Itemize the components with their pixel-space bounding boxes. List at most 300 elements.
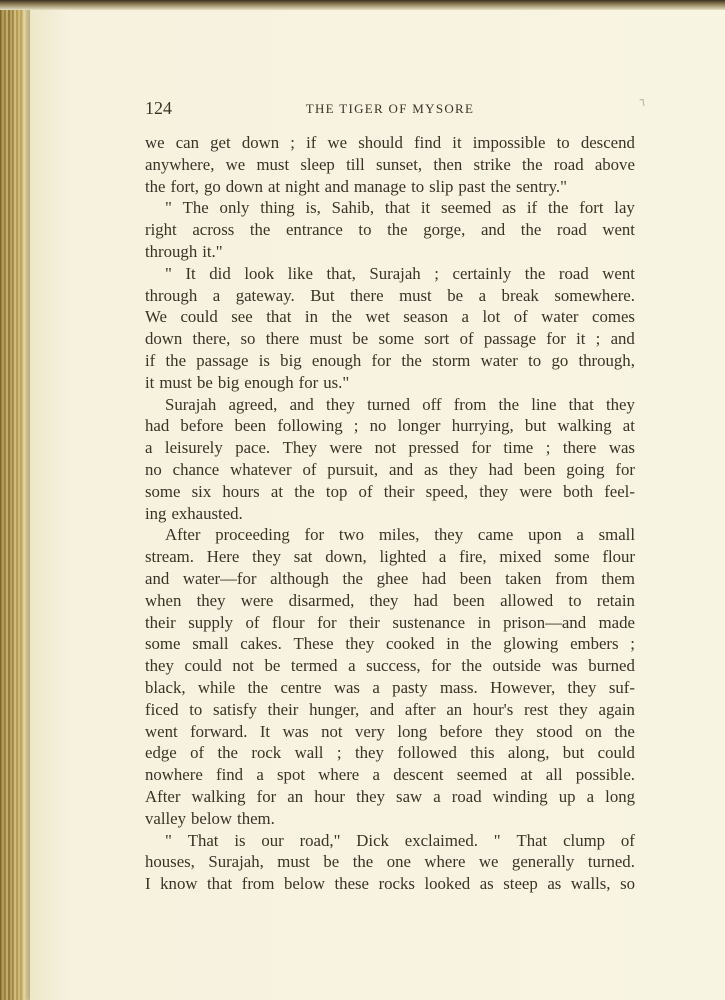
word: " [493,830,501,850]
word: the [520,220,542,240]
word: ; [630,634,635,654]
text-line [145,263,635,285]
word: for [471,438,491,458]
text-line [145,372,635,394]
word: line [531,394,557,414]
word: strike [473,154,511,174]
word: top [325,481,348,501]
word: not [374,438,397,458]
word: right [145,220,177,240]
word: to [556,133,570,152]
text-line [145,459,635,481]
word: their [383,481,415,501]
word: they [369,590,399,610]
word: a [478,285,487,305]
text-line [145,503,635,525]
word: That [516,830,548,850]
word: sleep [300,154,335,174]
word: for [546,329,566,349]
word: again [598,699,635,719]
word: Dick [356,830,389,850]
text-line [145,742,635,764]
word: while [197,677,236,697]
word: they [434,525,464,545]
word: before [439,721,483,741]
word: houses, [145,852,195,872]
text-line [145,677,635,699]
word: winding [492,786,548,806]
word: go [551,350,569,370]
word: the [145,176,166,196]
text-line [145,633,635,655]
word: ; [595,329,601,349]
word: After [165,525,201,545]
word: outside [492,656,541,676]
word: the [249,220,271,240]
text-line [145,590,635,612]
word: be [352,329,369,349]
text-line [145,241,635,263]
word: only [219,198,250,218]
word: at [520,765,533,785]
text-line [145,306,635,328]
word: it [145,372,155,392]
word: walls, [570,874,611,894]
word: were [240,590,274,610]
word: termed [290,656,338,676]
word: our [261,830,284,850]
word: road [558,263,589,283]
word: After [145,786,181,806]
word: through, [578,350,635,370]
word: gorge, [423,220,466,240]
word: wall [294,743,324,763]
word: us." [323,372,350,392]
word: flour [271,612,305,632]
word: did [209,263,231,283]
word: the [490,176,511,196]
word: ; [336,743,342,763]
word: " [165,830,172,850]
word: there [265,329,300,349]
word: was [333,677,360,697]
word: they [354,743,384,763]
word: was [551,656,578,676]
text-line [145,415,635,437]
word: rocks [378,874,415,894]
word: that [568,394,594,414]
word: their [349,612,380,632]
text-line [145,132,635,154]
word: must [256,154,290,174]
word: below [283,874,325,894]
word: down, [325,547,367,567]
word: been [453,590,485,610]
text-line [145,350,635,372]
word: the [217,743,238,763]
word: ficed [145,699,179,719]
word: walking [557,416,612,436]
word: glowing [503,634,559,654]
text-line [145,524,635,546]
word: pasty [392,677,428,697]
word: a [372,677,380,697]
word: ; [353,416,359,436]
word: for [431,656,451,676]
word: prison—and [503,612,587,632]
word: " [165,263,172,283]
word: the [401,350,422,370]
word: both [563,481,593,501]
word: on [585,721,602,741]
word: anywhere, [145,154,215,174]
word: mass. [439,677,478,697]
word: there [562,438,597,458]
word: made [598,612,635,632]
word: a [438,547,447,567]
word: the [294,481,315,501]
text-line [145,764,635,786]
word: That [187,830,219,850]
word: through [145,241,198,261]
word: black, [145,677,186,697]
word: taken [505,568,542,588]
word: the [387,220,408,240]
word: fire, [459,547,487,567]
word: for [615,459,635,479]
body-text [145,132,635,895]
word: water [480,350,518,370]
word: going [566,459,605,479]
word: However, [490,677,556,697]
word: spot [277,765,306,785]
word: at [268,176,281,196]
word: down [225,176,264,196]
word: embers [570,634,619,654]
word: road [553,154,584,174]
text-line [145,851,635,873]
word: small [192,634,229,654]
word: off [422,394,442,414]
word: leisurely [164,438,223,458]
word: enough [311,350,362,370]
word: from [241,874,275,894]
word: small [598,525,635,545]
word: passage [196,350,249,370]
text-line [145,546,635,568]
word: had [421,568,447,588]
word: some [378,329,414,349]
word: generally [511,852,575,872]
word: in [477,612,491,632]
word: had [145,416,170,436]
word: certainly [452,263,512,283]
word: that [384,198,411,218]
word: cooked [386,634,435,654]
word: ing [145,503,167,523]
word: for [317,612,337,632]
word: valley [145,808,187,828]
word: sat [293,547,313,567]
word: impossible [472,133,546,152]
word: their [267,699,299,719]
word: of [302,459,317,479]
word: a [145,438,153,458]
word: hunger, [309,699,360,719]
word: of [620,830,635,850]
word: then [433,154,463,174]
text-line [145,394,635,416]
word: slip [429,176,454,196]
text-line [145,830,635,852]
word: fort, [170,176,199,196]
word: Surajah [369,263,421,283]
word: at [270,481,284,501]
word: centre [280,677,322,697]
word: but [524,416,547,436]
word: feel- [604,481,635,501]
word: road," [299,830,341,850]
word: they [448,459,478,479]
word: and [324,176,349,196]
word: Sahib, [331,198,375,218]
word: as [502,198,517,218]
word: not [321,721,343,741]
word: They [282,438,318,458]
word: of [459,329,474,349]
word: been [234,416,267,436]
text-line [145,721,635,743]
word: But [310,285,335,305]
word: they [345,634,375,654]
word: success, [366,656,421,676]
word: disarmed, [288,590,355,610]
word: some [554,547,590,567]
word: in [446,634,460,654]
word: stream. [145,547,194,567]
running-title: THE TIGER OF MYSORE [305,101,475,116]
word: wet [365,307,390,327]
word: these [334,874,369,894]
word: ; [290,133,295,152]
word: lay [614,198,635,218]
word: them. [237,808,275,828]
text-line [145,481,635,503]
word: suf- [608,677,635,697]
word: but [562,743,585,763]
text-line [145,786,635,808]
word: lighted [379,547,427,567]
word: for [304,525,325,545]
word: was [282,721,309,741]
word: a [372,765,380,785]
word: seemed [456,765,508,785]
word: ghee [376,568,409,588]
word: two [338,525,365,545]
word: the [524,263,546,283]
word: entrance [285,220,343,240]
word: and [145,568,170,588]
word: of [513,307,528,327]
word: speed, [425,481,469,501]
word: exclaimed. [404,830,478,850]
word: a [576,525,584,545]
word: break [501,285,539,305]
text-line [145,655,635,677]
word: could [184,656,222,676]
word: enough [244,372,294,392]
word: and [369,699,395,719]
word: went [145,721,178,741]
word: turned [367,394,411,414]
book-spine [0,0,34,1000]
word: we [145,133,165,152]
word: could [180,307,218,327]
word: an [287,786,304,806]
word: for [298,372,319,392]
word: turned. [587,852,635,872]
word: if [526,198,538,218]
word: as [547,874,562,894]
word: no [369,416,387,436]
text-line [145,873,635,895]
word: sentry." [515,176,567,196]
word: some [145,481,181,501]
page-number: 124 [145,98,172,118]
corner-mark: ٦ [639,97,645,109]
word: These [293,634,334,654]
word: must [159,372,192,392]
word: no [145,459,162,479]
word: is [258,350,270,370]
word: after [404,699,436,719]
word: we [225,154,246,174]
word: of [190,743,205,763]
word: one [386,852,411,872]
word: " [165,198,172,218]
word: chance [172,459,220,479]
word: they [252,547,282,567]
text-line [145,568,635,590]
word: rock [251,743,282,763]
word: upon [528,525,562,545]
text-line [145,285,635,307]
word: a [212,285,221,305]
word: as [424,459,439,479]
word: six [191,481,212,501]
word: should [358,133,403,152]
text-line [145,808,635,830]
text-line [145,437,635,459]
running-head [145,98,635,122]
word: look [244,263,275,283]
word: ; [545,438,551,458]
word: a [256,765,264,785]
word: comes [592,307,635,327]
word: were [519,481,552,501]
word: exhausted. [171,503,243,523]
word: miles, [378,525,420,545]
word: up [558,786,576,806]
word: there [350,285,384,305]
word: be [196,372,213,392]
word: that [266,307,292,327]
word: looked [424,874,471,894]
text-line [145,219,635,241]
word: sort [424,329,450,349]
word: to [358,220,372,240]
text-line [145,176,635,198]
word: Here [206,547,240,567]
word: the [522,154,543,174]
word: big [280,350,302,370]
page-top-edge [0,0,725,10]
word: the [331,307,353,327]
word: know [160,874,198,894]
word: whatever [230,459,292,479]
word: and [480,220,506,240]
word: stood [536,721,573,741]
word: passage [483,329,537,349]
word: nowhere [145,765,203,785]
word: flour [602,547,635,567]
word: must [399,285,432,305]
word: is [234,830,246,850]
word: Surajah [165,394,217,414]
word: followed [397,743,457,763]
word: not [232,656,254,676]
word: thing [260,198,295,218]
word: descent [393,765,444,785]
word: see [231,307,253,327]
word: be [323,852,340,872]
word: find [216,765,244,785]
word: along, [507,743,550,763]
word: the [247,677,269,697]
word: It [185,263,196,283]
word: lot [482,307,501,327]
word: to [528,350,542,370]
word: hour's [472,699,514,719]
word: must [277,852,310,872]
word: the [342,568,363,588]
word: all [545,765,563,785]
word: seemed [440,198,492,218]
word: ; [434,263,439,283]
word: down [145,329,183,349]
word: the [165,350,187,370]
word: a [433,786,441,806]
word: of [245,612,260,632]
word: that [207,874,233,894]
word: be [264,656,281,676]
text-line [145,197,635,219]
word: sunset, [375,154,423,174]
word: they [558,699,588,719]
word: satisfy [213,699,257,719]
word: allowed [500,590,554,610]
word: been [459,568,492,588]
word: rest [523,699,549,719]
word: had [488,459,513,479]
word: some [145,634,181,654]
word: cakes. [240,634,282,654]
text-line [145,612,635,634]
word: before [180,416,224,436]
word: although [270,568,329,588]
word: went [602,263,635,283]
word: gateway. [235,285,295,305]
